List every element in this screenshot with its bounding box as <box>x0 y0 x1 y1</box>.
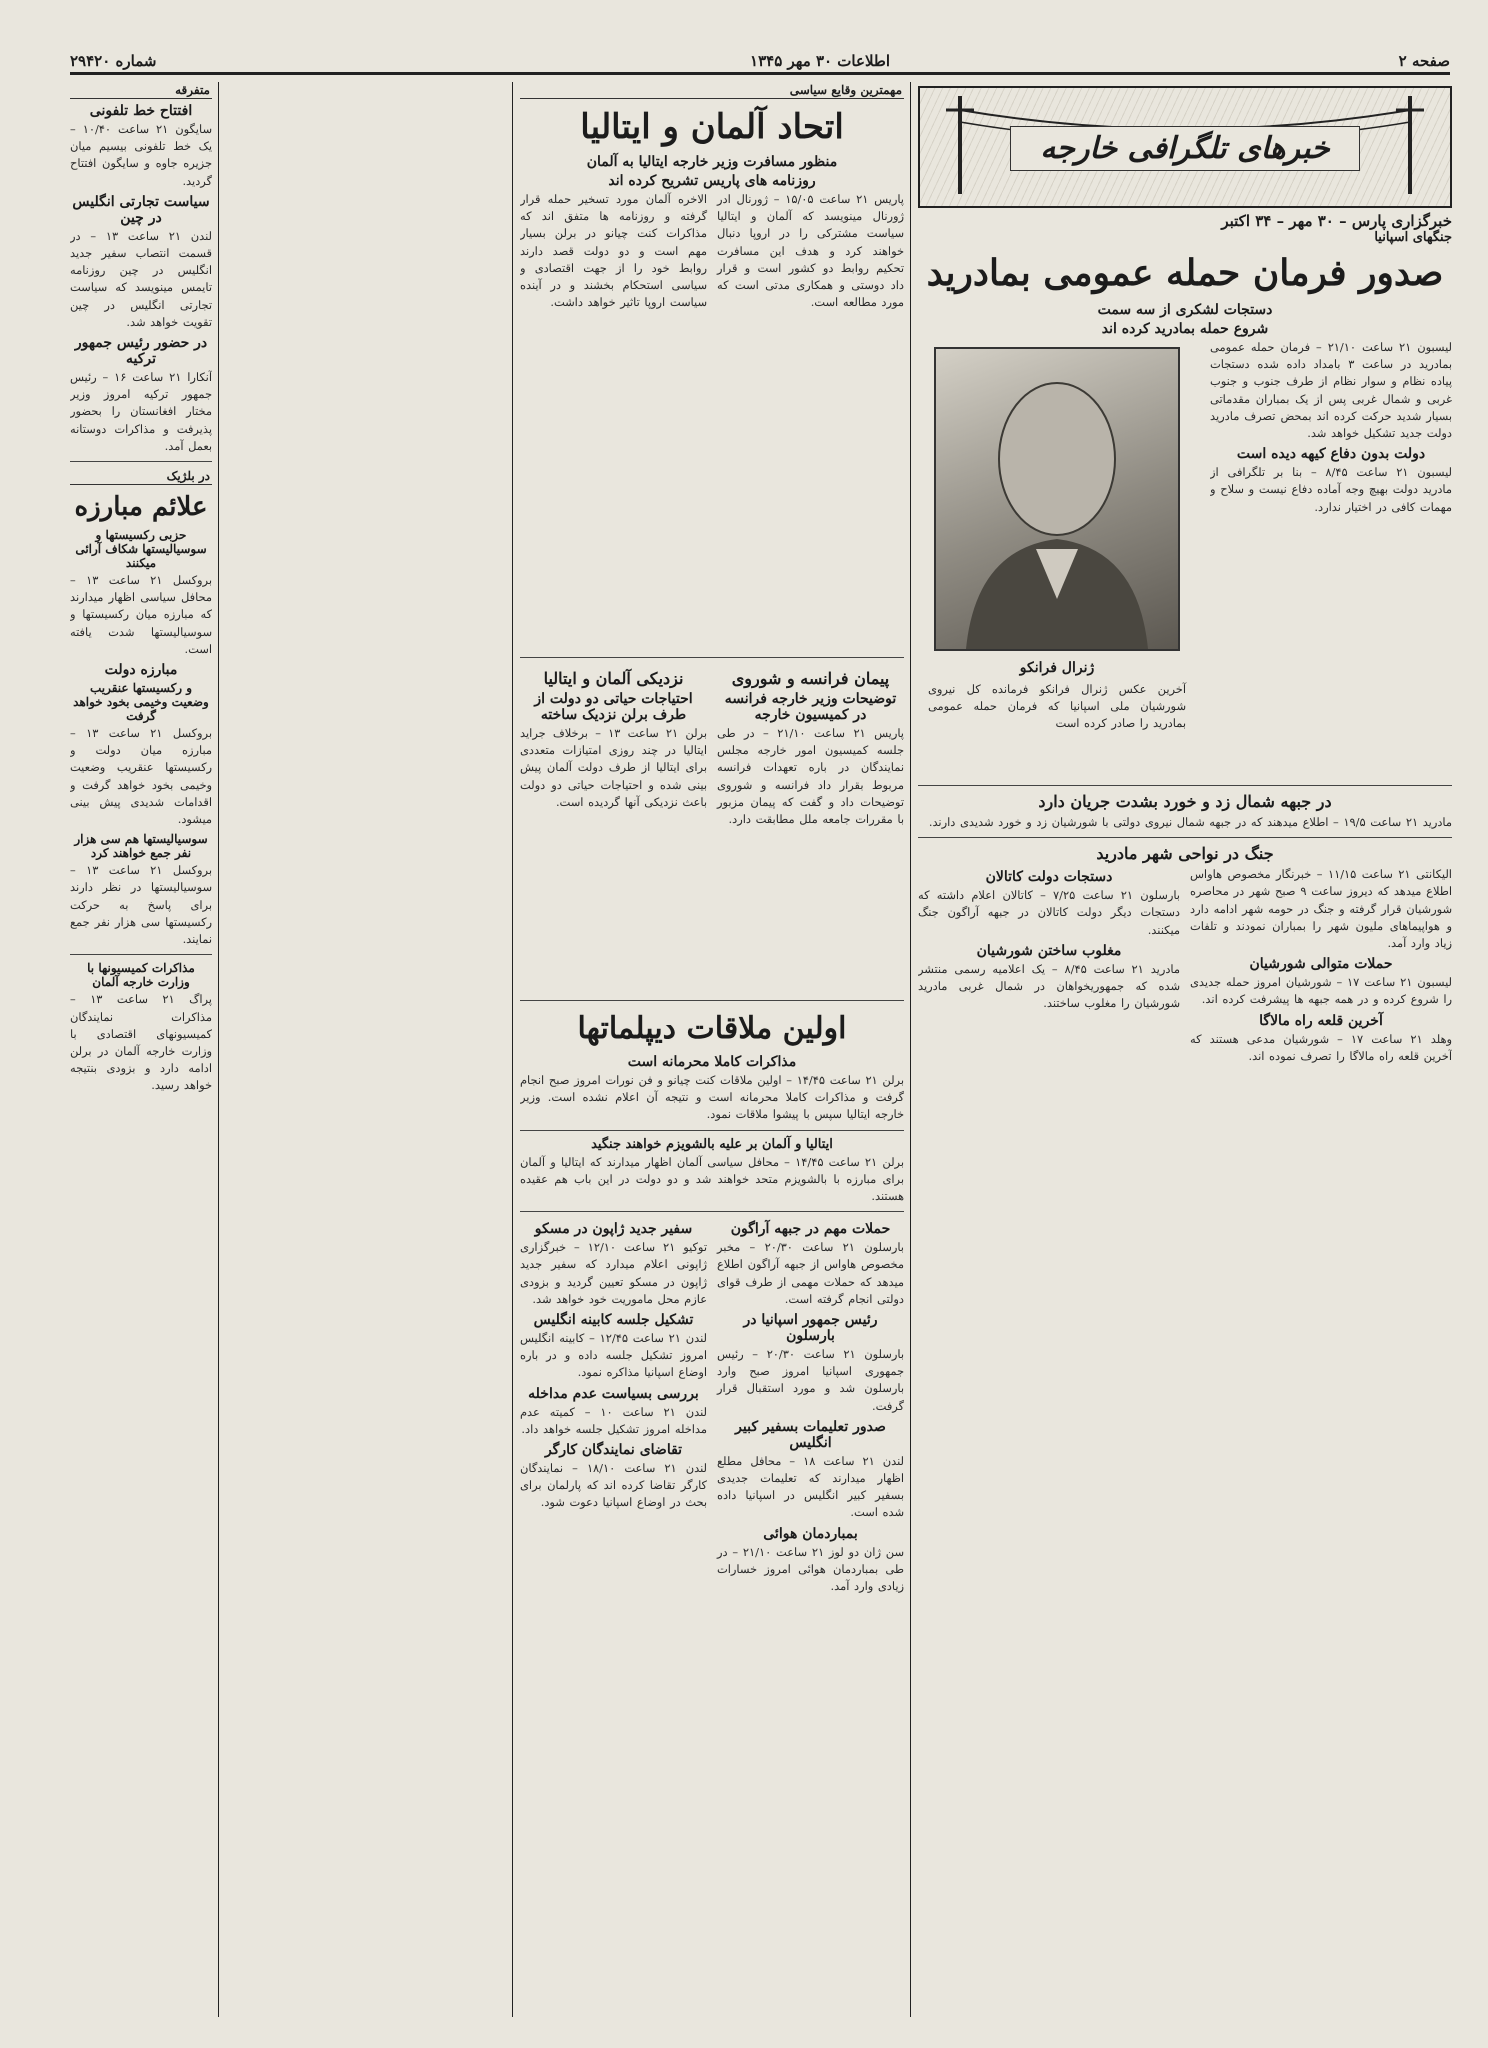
article-headline: بمباردمان هوائی <box>763 1525 858 1542</box>
article-headline: اولین ملاقات دیپلماتها <box>577 1011 847 1046</box>
foreign-news-banner <box>918 86 1452 208</box>
article-headline: ایتالیا و آلمان بر علیه بالشویزم خواهند جنگید <box>591 1136 833 1152</box>
franco-photo <box>934 347 1180 651</box>
subhead: دولت بدون دفاع کیهه دیده است <box>1236 446 1426 463</box>
article-body: لیسبون ۲۱ ساعت ۱۷ – شورشیان امروز حمله جدیدی را شروع کرده و در همه جبهه ها پیشرفت کرده اند. <box>1190 975 1452 1007</box>
dateline: خبرگزاری پارس – ۳۰ مهر – ۳۴ اکتبر <box>1221 212 1452 230</box>
article-body: برلن ۲۱ ساعت ۱۳ – برخلاف جراید ایتالیا در چند روزی امتیازات متعددی برای ایتالیا از طرف دولت آلمان پیش بینی شده و احتیاجات حیاتی دو دولت باعث نزدیکی آنها گردیده است. <box>520 726 707 809</box>
article-body: بارسلون ۲۱ ساعت ۲۰/۳۰ – مخبر مخصوص هاواس از جبهه آراگون اطلاع میدهد که حملات مهمی از طرف قوای دولتی انجام گرفته است. <box>717 1240 904 1306</box>
subhead: و رکسیستها عنقریب وضعیت وخیمی بخود خواهد گرفت <box>73 681 209 724</box>
article-headline: مبارزه دولت <box>104 662 178 679</box>
lead-block <box>918 339 1452 779</box>
article-headline: نزدیکی آلمان و ایتالیا <box>543 669 684 688</box>
article-body: توکیو ۲۱ ساعت ۱۲/۱۰ – خبرگزاری ژاپونی اعلام میدارد که سفیر جدید ژاپون در مسکو تعیین گردید و بزودی عازم محل ماموریت خود خواهد شد. <box>520 1240 707 1306</box>
article-body: پراگ ۲۱ ساعت ۱۳ – مذاکرات نمایندگان کمیسیونهای اقتصادی با وزارت خارجه آلمان در برلن ادامه دارد و بزودی بنتیجه خواهد رسید. <box>70 992 212 1093</box>
article-body: پاریس ۲۱ ساعت ۲۱/۱۰ – در طی جلسه کمیسیون امور خارجه مجلس نمایندگان در باره تعهدات فرانسه مربوط بقرار داد فرانسه و شوروی توضیحات داد و گفت که پیمان مزبور با مقررات جامعه ملل مطابقت دارد. <box>717 726 904 827</box>
article-headline: سیاست تجارتی انگلیس در چین <box>72 193 210 226</box>
paired-articles <box>520 1218 904 1599</box>
article-body: بروکسل ۲۱ ساعت ۱۳ – محافل سیاسی اظهار میدارند که مبارزه میان رکسیستها و سوسیالیستها شدت یافته است. <box>70 573 212 656</box>
banner-title: خبرهای تلگرافی خارجه <box>1010 126 1360 171</box>
article-body: الاخره آلمان مورد تسخیر حمله قرار گرفته و روزنامه ها متفق اند که مذاکرات کنت چیانو در برلن بسیار مهم است و دو دولت قصد دارند روابط خود را از جهت اقتصادی و سیاسی استحکام بخشند و در آینده سیاست اروپا تاثیر خواهد داشت. <box>520 192 707 310</box>
paired-articles <box>520 664 904 994</box>
subhead: توضیحات وزیر خارجه فرانسه در کمیسیون خارجه <box>724 691 897 723</box>
divider <box>520 1130 904 1131</box>
text-column <box>1190 866 1452 1069</box>
article-headline: بررسی بسیاست عدم مداخله <box>528 1385 699 1402</box>
subhead: حزبی رکسیستها و سوسیالیستها شکاف آرائی میکنند <box>75 528 207 571</box>
article-body: الیکانتی ۲۱ ساعت ۱۱/۱۵ – خبرنگار مخصوص هاواس اطلاع میدهد که دیروز ساعت ۹ صبح شهر در محاصره شورشیان قرار گرفته و جنگ در حومه شهر ادامه دارد و هواپیماهای ملیون شهر را بمباران نمودند و تلفات زیاد وارد آمد. <box>1190 867 1452 951</box>
divider <box>918 837 1452 838</box>
subhead: منظور مسافرت وزیر خارجه ایتالیا به آلمان <box>586 154 838 170</box>
photo-caption-title: ژنرال فرانکو <box>1019 660 1095 676</box>
article-headline: حملات متوالی شورشیان <box>1249 956 1393 973</box>
lead-text-column <box>1210 339 1452 779</box>
article-headline: در جبهه شمال زد و خورد بشدت جریان دارد <box>1038 792 1332 811</box>
article-body: بروکسل ۲۱ ساعت ۱۳ – سوسیالیستها در نظر دارند برای پاسخ به حرکت رکسیستها سی هزار نفر جمع نمایند. <box>70 863 212 947</box>
column-rule <box>910 82 911 2017</box>
photo-block <box>918 339 1196 779</box>
subhead: دستجات لشکری از سه سمت <box>1097 302 1273 318</box>
article-body: لیسبون ۲۱ ساعت ۸/۴۵ – بنا بر تلگرافی از مادرید دولت بهیچ وجه آماده دفاع نیست و سلاح و مهمات کافی در اختیار ندارد. <box>1210 465 1452 514</box>
article-headline: پیمان فرانسه و شوروی <box>731 669 890 688</box>
section-label: متفرقه <box>70 82 212 99</box>
subhead: احتیاجات حیاتی دو دولت از طرف برلن نزدیک ساخته <box>534 691 693 723</box>
photo-caption: آخرین عکس ژنرال فرانکو فرمانده کل نیروی شورشیان ملی اسپانیا که فرمان حمله عمومی بمادرید را صادر کرده است <box>928 682 1186 731</box>
article-body: آنکارا ۲۱ ساعت ۱۶ – رئیس جمهور ترکیه امروز وزیر مختار افغانستان را بحضور پذیرفت و مذاکرات دوستانه بعمل آمد. <box>70 370 212 453</box>
text-column <box>717 664 904 994</box>
article-headline: رئیس جمهور اسپانیا در بارسلون <box>743 1312 878 1345</box>
political-news-section <box>520 82 904 2022</box>
article-headline: مغلوب ساختن شورشیان <box>976 942 1122 959</box>
divider <box>70 954 212 955</box>
article-headline: صدور تعلیمات بسفیر کبیر انگلیس <box>735 1418 886 1451</box>
article-headline: افتتاح خط تلفونی <box>89 103 193 119</box>
divider <box>918 785 1452 786</box>
article-body: لندن ۲۱ ساعت ۱۲/۴۵ – کابینه انگلیس امروز تشکیل جلسه داده و در باره اوضاع اسپانیا مذاکره نمود. <box>520 1331 707 1380</box>
portrait-icon <box>936 349 1178 649</box>
article-headline: سفیر جدید ژاپون در مسکو <box>534 1221 693 1238</box>
text-column <box>520 664 707 994</box>
divider <box>520 657 904 658</box>
header-rule <box>70 72 1450 75</box>
article-headline: جنگ در نواحی شهر مادرید <box>1096 844 1274 864</box>
article-headline: تقاضای نمایندگان کارگر <box>544 1442 683 1459</box>
misc-news-section <box>70 82 212 2022</box>
article-body: لیسبون ۲۱ ساعت ۲۱/۱۰ – فرمان حمله عمومی بمادرید در ساعت ۳ بامداد داده شده دستجات پیاده نظام و سوار نظام از طرف جنوب و جنوب غربی و شمال غربی پس از یک بمباران مقدماتی بسیار شدید حرکت کرده اند بمحض تصرف مادرید دولت جدید تشکیل خواهد شد. <box>1210 340 1452 441</box>
article-body: برلن ۲۱ ساعت ۱۴/۴۵ – محافل سیاسی آلمان اظهار میدارند که ایتالیا و آلمان برای مبارزه با بالشویزم متحد خواهند شد و دو دولت در این باب هم عقیده هستند. <box>520 1154 904 1204</box>
section-label: در بلژیک <box>70 468 212 485</box>
two-column-block <box>918 866 1452 1069</box>
subhead: شروع حمله بمادرید کرده اند <box>1101 321 1269 337</box>
article-body: پاریس ۲۱ ساعت ۱۵/۰۵ – ژورنال ادر ژورنال مینویسد که آلمان و ایتالیا سیاست مشترکی را در اروپا دنبال خواهند کرد و هدف این مسافرت تحکیم روابط دو کشور است و قرار داد دوستی و همکاری مدتی است که مورد مطالعه است. <box>717 192 904 310</box>
text-column <box>918 866 1180 1069</box>
divider <box>520 1000 904 1001</box>
column-rule <box>512 82 513 2017</box>
running-header <box>70 52 1450 70</box>
column-rule <box>218 82 219 2017</box>
article-body: سن ژان دو لوز ۲۱ ساعت ۲۱/۱۰ – در طی بمباردمان هوائی امروز خسارات زیادی وارد آمد. <box>717 1544 904 1594</box>
section-label: مهمترین وقایع سیاسی <box>520 82 904 99</box>
article-body: مادرید ۲۱ ساعت ۱۹/۵ – اطلاع میدهند که در جبهه شمال نیروی دولتی با شورشیان زد و خورد شدیدی دارند. <box>928 815 1452 829</box>
subhead: روزنامه های پاریس تشریح کرده اند <box>608 173 816 189</box>
divider <box>520 1211 904 1212</box>
article-headline: علائم مبارزه <box>74 492 208 523</box>
foreign-news-section <box>918 82 1452 2022</box>
article-headline: دستجات دولت کاتالان <box>985 869 1113 886</box>
article-body: بروکسل ۲۱ ساعت ۱۳ – مبارزه میان دولت و رکسیستها عنقریب وضعیت وخیمی بخود خواهد گرفت و اقدامات شدیدی پیش بینی میشود. <box>70 726 212 827</box>
article-headline: در حضور رئیس جمهور ترکیه <box>74 335 208 368</box>
date-line: اطلاعات ۳۰ مهر ۱۳۴۵ <box>750 52 890 70</box>
text-column <box>520 1218 707 1599</box>
article-headline: تشکیل جلسه کابینه انگلیس <box>533 1312 694 1329</box>
article-body: لندن ۲۱ ساعت ۱۸/۱۰ – نمایندگان کارگر تقاضا کرده اند که پارلمان برای بحث در اوضاع اسپانیا دعوت شود. <box>520 1461 708 1510</box>
main-headline: صدور فرمان حمله عمومی بمادرید <box>926 252 1444 294</box>
kicker: جنگهای اسپانیا <box>1374 230 1452 245</box>
article-body: لندن ۲۱ ساعت ۱۸ – محافل مطلع اظهار میدارند که تعلیمات جدیدی بسفیر کبیر انگلیس در اسپانیا داده شده است. <box>717 1453 904 1520</box>
article-body: بارسلون ۲۱ ساعت ۷/۲۵ – کاتالان اعلام داشته که دستجات دیگر دولت کاتالان در جبهه آراگون جنگ میکنند. <box>918 888 1180 937</box>
article-body: برلن ۲۱ ساعت ۱۴/۴۵ – اولین ملاقات کنت چیانو و فن نورات امروز صبح انجام گرفت و مذاکرات کاملا محرمانه است و نتیجه آن اعلام نشده است. وزیر خارجه ایتالیا سپس با پیشوا ملاقات نمود. <box>520 1073 904 1122</box>
subhead: مذاکرات کاملا محرمانه است <box>627 1054 797 1070</box>
text-column <box>717 1218 904 1599</box>
issue-number: شماره ۲۹۴۲۰ <box>70 52 157 70</box>
article-body: مادرید ۲۱ ساعت ۸/۴۵ – یک اعلامیه رسمی منتشر شده که جمهوریخواهان در شمال غربی مادرید شورشیان را مغلوب ساختند. <box>918 961 1180 1011</box>
main-headline: اتحاد آلمان و ایتالیا <box>580 107 844 147</box>
article-body: لندن ۲۱ ساعت ۱۰ – کمیته عدم مداخله امروز تشکیل جلسه خواهد داد. <box>520 1404 707 1436</box>
article-headline: حملات مهم در جبهه آراگون <box>730 1221 891 1238</box>
article-headline: سوسیالیستها هم سی هزار نفر جمع خواهند کرد <box>74 832 208 861</box>
divider <box>70 461 212 462</box>
page-number: صفحه ۲ <box>1398 52 1450 70</box>
article-body: وهلد ۲۱ ساعت ۱۷ – شورشیان مدعی هستند که آخرین قلعه راه مالاگا را تصرف نموده اند. <box>1190 1031 1452 1063</box>
article-body: بارسلون ۲۱ ساعت ۲۰/۳۰ – رئیس جمهوری اسپانیا امروز صبح وارد بارسلون شد و مورد استقبال قرار گرفت. <box>717 1347 904 1413</box>
article-body: سایگون ۲۱ ساعت ۱۰/۴۰ – یک خط تلفونی بیسیم میان جزیره جاوه و سایگون افتتاح گردید. <box>70 122 212 188</box>
lead-columns <box>520 191 904 651</box>
article-body: لندن ۲۱ ساعت ۱۳ – در قسمت انتصاب سفیر جدید انگلیس در چین روزنامه تایمس مینویسد که سیاست تجارتی انگلیس در چین تقویت خواهد شد. <box>70 228 212 329</box>
article-headline: آخرین قلعه راه مالاگا <box>1259 1012 1383 1029</box>
article-headline: مذاکرات کمیسیونها با وزارت خارجه آلمان <box>87 961 195 990</box>
